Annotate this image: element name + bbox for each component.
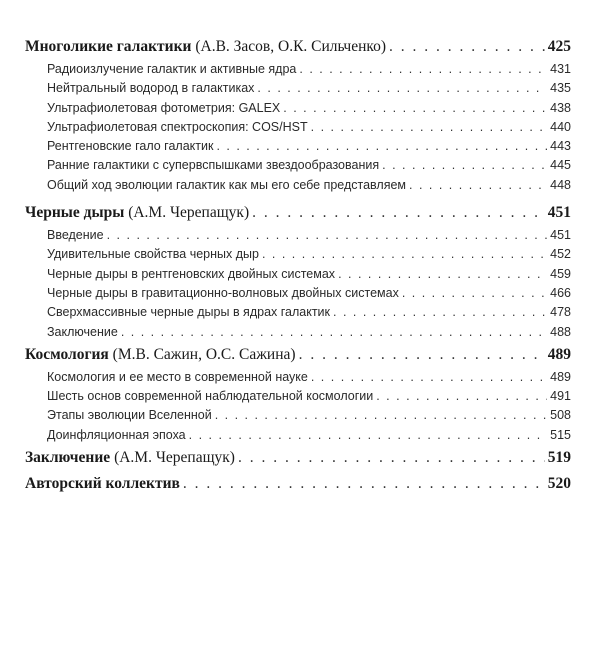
section-authors: (М.В. Сажин, О.С. Сажина) bbox=[112, 345, 296, 363]
table-of-contents bbox=[25, 34, 571, 497]
toc-item-row[interactable] bbox=[25, 245, 571, 264]
item-title: Рентгеновские гало галактик bbox=[47, 139, 214, 154]
page-number: 466 bbox=[550, 285, 571, 300]
dot-leader bbox=[402, 284, 547, 303]
section-name: Космология bbox=[25, 345, 109, 363]
page-number: 440 bbox=[550, 119, 571, 134]
toc-item-row[interactable] bbox=[25, 265, 571, 284]
section-name: Многоликие галактики bbox=[25, 38, 192, 55]
page-number: 431 bbox=[550, 62, 571, 76]
toc-item-row[interactable] bbox=[25, 156, 571, 175]
page-number: 478 bbox=[550, 305, 571, 320]
page-number: 443 bbox=[550, 139, 571, 154]
toc-item-row[interactable] bbox=[25, 79, 571, 98]
toc-section-row[interactable] bbox=[25, 471, 571, 497]
dot-leader bbox=[262, 245, 547, 264]
dot-leader bbox=[409, 176, 547, 195]
item-title: Нейтральный водород в галактиках bbox=[47, 81, 255, 96]
page-number: 508 bbox=[550, 408, 571, 423]
toc-item-row[interactable] bbox=[25, 303, 571, 322]
toc-item-row[interactable] bbox=[25, 99, 571, 118]
dot-leader bbox=[299, 342, 545, 368]
toc-item-row[interactable] bbox=[25, 60, 571, 79]
item-title: Удивительные свойства черных дыр bbox=[47, 247, 259, 262]
item-title: Шесть основ современной наблюдательной космологии bbox=[47, 389, 374, 404]
dot-leader bbox=[311, 118, 548, 137]
page-number: 491 bbox=[550, 389, 571, 404]
item-title: Заключение bbox=[47, 324, 118, 339]
item-title: Ультрафиолетовая фотометрия: GALEX bbox=[47, 100, 281, 115]
page-number: 452 bbox=[550, 247, 571, 262]
section-name: Черные дыры bbox=[25, 204, 125, 222]
dot-leader bbox=[311, 368, 547, 387]
section-name: Авторский коллектив bbox=[25, 475, 180, 493]
page-number: 489 bbox=[547, 345, 571, 363]
dot-leader bbox=[283, 99, 547, 118]
toc-section-row[interactable] bbox=[25, 342, 571, 368]
toc-item-row[interactable] bbox=[25, 284, 571, 303]
page-number: 520 bbox=[547, 475, 571, 493]
item-title: Этапы эволюции Вселенной bbox=[47, 408, 212, 423]
dot-leader bbox=[382, 156, 547, 175]
dot-leader bbox=[215, 406, 547, 425]
toc-item-row[interactable] bbox=[25, 137, 571, 156]
page-number: 519 bbox=[547, 449, 571, 467]
item-title: Космология и ее место в современной науке bbox=[47, 369, 308, 384]
toc-section-row[interactable] bbox=[25, 200, 571, 226]
page-number: 425 bbox=[547, 38, 571, 55]
item-title: Черные дыры в гравитационно-волновых двойных системах bbox=[47, 285, 399, 300]
page-number: 438 bbox=[550, 100, 571, 115]
page-number: 515 bbox=[550, 427, 571, 442]
item-title: Общий ход эволюции галактик как мы его себе представляем bbox=[47, 177, 407, 192]
item-title: Радиоизлучение галактик и активные ядра bbox=[47, 62, 297, 76]
section-name: Заключение bbox=[25, 449, 111, 467]
section-title bbox=[25, 34, 386, 60]
toc-item-row[interactable] bbox=[25, 323, 571, 342]
dot-leader bbox=[183, 471, 545, 497]
section-title bbox=[25, 471, 180, 497]
page-number: 435 bbox=[550, 81, 571, 96]
section-title bbox=[25, 342, 296, 368]
item-title: Ранние галактики с супервспышками звездообразования bbox=[47, 158, 380, 173]
dot-leader bbox=[121, 323, 547, 342]
item-title: Введение bbox=[47, 228, 104, 243]
page-number: 488 bbox=[550, 324, 571, 339]
dot-leader bbox=[389, 34, 545, 60]
dot-leader bbox=[216, 137, 547, 156]
section-authors: (А.М. Черепащук) bbox=[114, 449, 235, 467]
section-authors: (А.В. Засов, О.К. Сильченко) bbox=[195, 38, 387, 55]
dot-leader bbox=[299, 60, 547, 79]
page-number: 451 bbox=[550, 228, 571, 243]
page-number: 448 bbox=[550, 177, 571, 192]
toc-section-row[interactable] bbox=[25, 34, 571, 60]
dot-leader bbox=[189, 426, 548, 445]
page-number: 489 bbox=[550, 369, 571, 384]
item-title: Доинфляционная эпоха bbox=[47, 427, 186, 442]
toc-item-row[interactable] bbox=[25, 406, 571, 425]
dot-leader bbox=[257, 79, 547, 98]
toc-item-row[interactable] bbox=[25, 426, 571, 445]
item-title: Черные дыры в рентгеновских двойных системах bbox=[47, 266, 336, 281]
section-title bbox=[25, 445, 235, 471]
item-title: Ультрафиолетовая спектроскопия: COS/HST bbox=[47, 119, 308, 134]
page-number: 445 bbox=[550, 158, 571, 173]
section-title bbox=[25, 200, 249, 226]
toc-item-row[interactable] bbox=[25, 226, 571, 245]
toc-section-row[interactable] bbox=[25, 445, 571, 471]
dot-leader bbox=[338, 265, 547, 284]
dot-leader bbox=[238, 445, 545, 471]
dot-leader bbox=[107, 226, 548, 245]
toc-item-row[interactable] bbox=[25, 118, 571, 137]
dot-leader bbox=[376, 387, 547, 406]
section-authors: (А.М. Черепащук) bbox=[128, 204, 250, 222]
dot-leader bbox=[252, 200, 545, 226]
toc-item-row[interactable] bbox=[25, 387, 571, 406]
page-number: 451 bbox=[547, 204, 571, 222]
toc-item-row[interactable] bbox=[25, 176, 571, 195]
dot-leader bbox=[333, 303, 547, 322]
item-title: Сверхмассивные черные дыры в ядрах галактик bbox=[47, 305, 331, 320]
toc-item-row[interactable] bbox=[25, 368, 571, 387]
page-number: 459 bbox=[550, 266, 571, 281]
